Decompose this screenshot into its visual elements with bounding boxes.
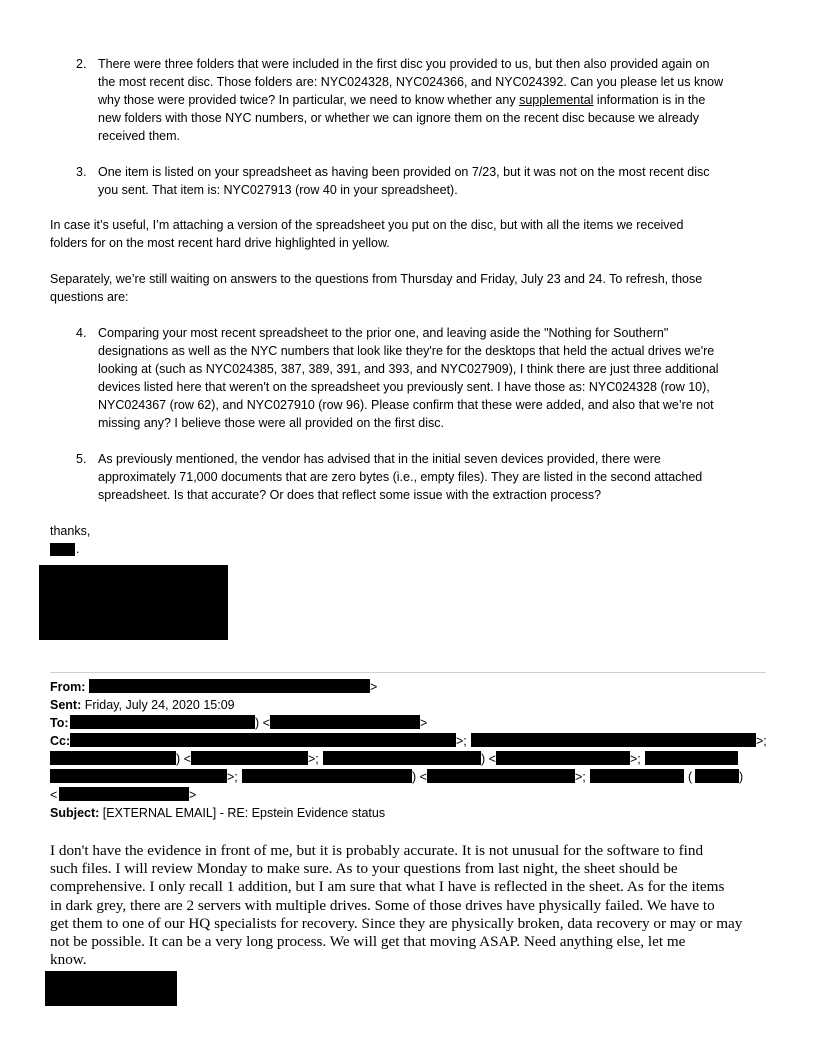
redaction-cc-3 (50, 751, 176, 765)
sent-row (50, 696, 235, 714)
sent-label: Sent: (50, 698, 82, 712)
waiting-line-2: questions are: (50, 290, 129, 304)
to-label: To: (50, 716, 69, 730)
item-4-number: 4. (76, 326, 87, 340)
redaction-to-name (70, 715, 255, 729)
item-5-line-2: approximately 71,000 documents that are zero bytes (i.e., empty files). They are listed in the second attached (98, 470, 703, 484)
waiting-line-1: Separately, we’re still waiting on answers to the questions from Thursday and Friday, July 23 and 24. To refresh, those (50, 272, 703, 286)
redaction-cc-7 (645, 751, 738, 765)
cc-lt: < (50, 788, 58, 802)
redaction-from (89, 679, 370, 693)
reply-body (50, 842, 742, 969)
to-paren-lt: ) < (255, 716, 270, 730)
item-4-text (98, 324, 719, 432)
redaction-cc-5 (323, 751, 481, 765)
item-4-line-2: designations as well as the NYC numbers that look like they're for the desktops that held the actual drives we're (98, 344, 715, 358)
subject-value: [EXTERNAL EMAIL] - RE: Epstein Evidence status (102, 806, 386, 820)
sent-value: Friday, July 24, 2020 15:09 (84, 698, 235, 712)
reply-line-3: comprehensive. I only recall 1 addition, but I am sure that what I have is reflected in the sheet. As for the items (50, 878, 725, 896)
reply-line-1: I don't have the evidence in front of me, but it is probably accurate. It is not unusual for the software to find (50, 842, 704, 859)
signoff-period: . (76, 542, 80, 556)
subject-label: Subject: (50, 806, 100, 820)
item-4-line-6: missing any? I believe those were all provided on the first disc. (98, 416, 445, 430)
reply-line-6: not be possible. It can be a very long process. We will get that moving ASAP. Need anything else, let me (50, 933, 686, 951)
redaction-cc-12 (695, 769, 739, 783)
item-2-line-2: the most recent disc. Those folders are: NYC024328, NYC024366, and NYC024392. Can you please let us know (98, 75, 724, 89)
item-3-text (98, 163, 709, 199)
subject-row (50, 804, 385, 822)
paragraph-waiting (50, 270, 702, 306)
item-2-number: 2. (76, 57, 87, 71)
item-4-line-4: devices listed here that weren't on the spreadsheet you previously sent. I have those as: NYC024328 (row 10), (98, 380, 710, 394)
cc-semi-4: >; (630, 752, 641, 766)
item-2-line-3 (98, 91, 723, 109)
redaction-to-email (270, 715, 420, 729)
redaction-cc-9 (242, 769, 412, 783)
item-5-number: 5. (76, 452, 87, 466)
redaction-cc-6 (496, 751, 630, 765)
item-4-line-5: NYC024367 (row 62), and NYC027910 (row 96). Please confirm that these were added, and also that we’re not (98, 398, 714, 412)
cc-semi-6: >; (575, 770, 586, 784)
item-2-line-3-end: information is in the (593, 93, 706, 107)
redaction-cc-8 (50, 769, 227, 783)
item-5-line-1: As previously mentioned, the vendor has advised that in the initial seven devices provided, there were (98, 452, 661, 466)
reply-line-5: get them to one of our HQ specialists for recovery. Since they are physically broken, data recovery or may or may (50, 914, 743, 932)
redaction-reply-signature (45, 971, 177, 1006)
reply-line-7: know. (50, 951, 87, 969)
cc-open-paren: ( (688, 770, 693, 784)
from-gt: > (370, 680, 378, 694)
attach-line-2: folders for on the most recent hard drive highlighted in yellow. (50, 236, 390, 250)
item-3-line-1: One item is listed on your spreadsheet as having been provided on 7/23, but it was not on the most recent disc (98, 165, 710, 179)
redaction-cc-11 (590, 769, 684, 783)
item-2-line-3-start: why those were provided twice? In particular, we need to know whether any (98, 93, 520, 107)
email-divider (50, 672, 766, 673)
signoff: thanks, (50, 524, 91, 538)
redaction-cc-10 (427, 769, 575, 783)
item-5-text (98, 450, 702, 504)
paragraph-attachment (50, 216, 683, 252)
from-label: From: (50, 680, 86, 694)
attach-line-1: In case it’s useful, I’m attaching a version of the spreadsheet you put on the disc, but with all the items we received (50, 218, 684, 232)
redaction-signature-name (50, 543, 75, 556)
item-3-number: 3. (76, 165, 87, 179)
redaction-cc-1 (70, 733, 456, 747)
cc-paren-lt-3: ) < (412, 770, 427, 784)
cc-semi-1: >; (456, 734, 467, 748)
reply-line-4: in dark grey, there are 2 servers with multiple drives. Some of those drives have physically failed. We have to (50, 896, 715, 914)
cc-semi-5: >; (227, 770, 238, 784)
item-2-line-1: There were three folders that were included in the first disc you provided to us, but then also provided again on (98, 57, 710, 71)
underlined-supplemental: supplemental (519, 93, 594, 107)
item-4-line-3: looking at (such as NYC024385, 387, 389, 391, and 393, and NYC027909), I think there are just three additional (98, 362, 719, 376)
cc-semi-2: >; (756, 734, 767, 748)
to-gt: > (420, 716, 428, 730)
cc-paren-lt-2: ) < (481, 752, 496, 766)
redaction-cc-2 (471, 733, 756, 747)
redaction-signature-block (39, 565, 228, 640)
item-4-line-1: Comparing your most recent spreadsheet to the prior one, and leaving aside the "Nothing for Southern" (98, 326, 669, 340)
redaction-cc-13 (59, 787, 189, 801)
item-2-line-5: received them. (98, 129, 180, 143)
cc-close-paren: ) (739, 770, 744, 784)
item-2-text (98, 55, 723, 145)
cc-semi-3: >; (308, 752, 319, 766)
redaction-cc-4 (191, 751, 308, 765)
item-5-line-3: spreadsheet. Is that accurate? Or does that reflect some issue with the extraction process? (98, 488, 602, 502)
item-3-line-2: you sent. That item is: NYC027913 (row 40 in your spreadsheet). (98, 183, 458, 197)
cc-paren-lt-1: ) < (176, 752, 191, 766)
cc-gt: > (189, 788, 197, 802)
reply-line-2: such files. I will review Monday to make sure. As to your questions from last night, the sheet should be (50, 860, 678, 878)
cc-label: Cc: (50, 734, 71, 748)
item-2-line-4: new folders with those NYC numbers, or whether we can ignore them on the recent disc because we already (98, 111, 700, 125)
